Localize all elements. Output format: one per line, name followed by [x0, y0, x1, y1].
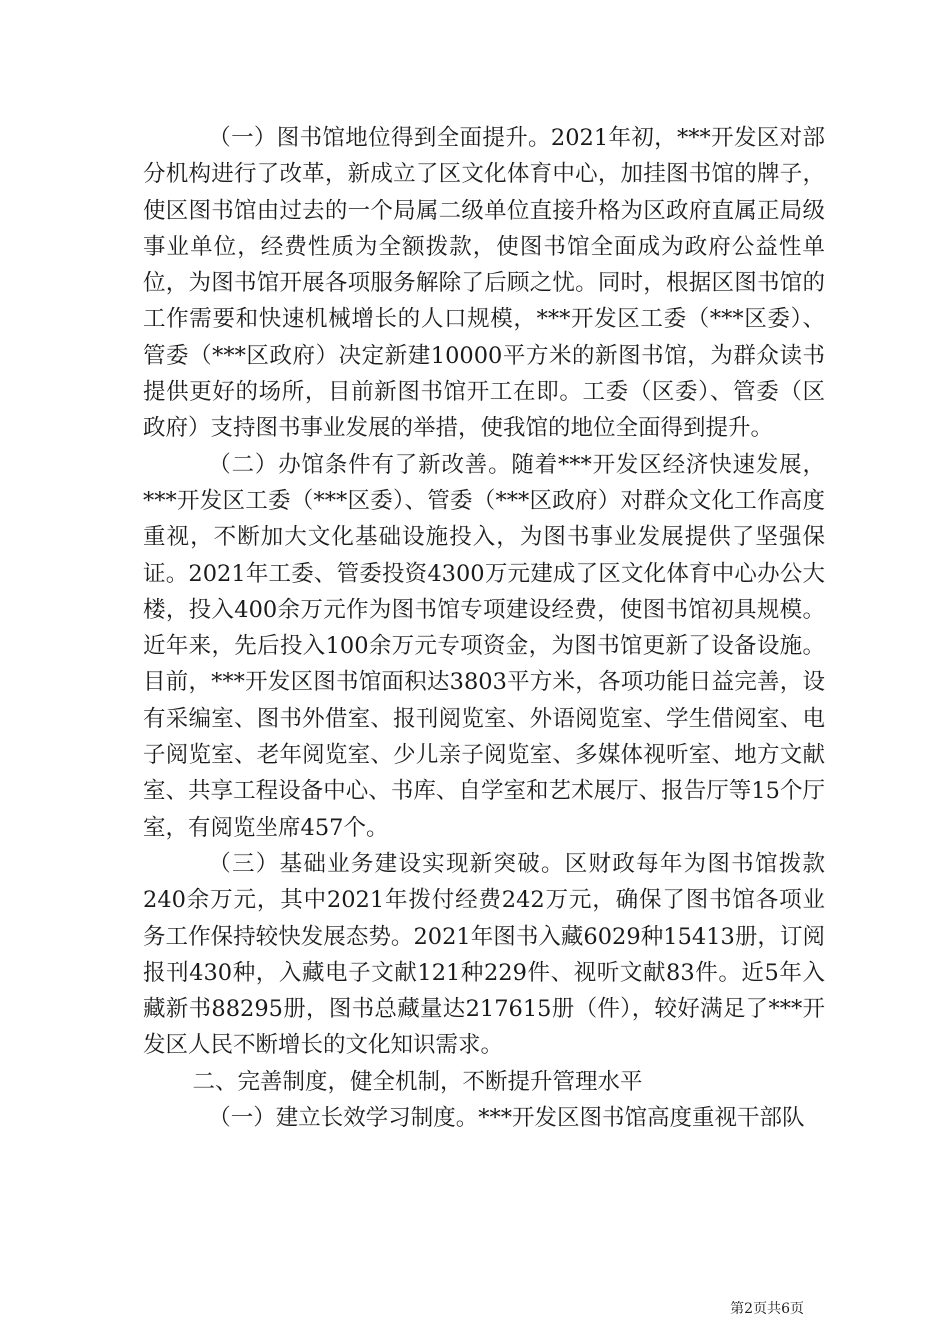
page-number-footer: 第2页共6页 — [730, 1301, 804, 1317]
section-heading: 二、完善制度，健全机制，不断提升管理水平 — [192, 1068, 643, 1095]
paragraph-library-status: （一）图书馆地位得到全面提升。2021年初，***开发区对部分机构进行了改革，新成立了区文化体育中心，加挂图书馆的牌子，使区图书馆由过去的一个局属二级单位直接升格为区政府直属正局级事业单位，经费性质为全额拨款，使图书馆全面成为政府公益性单位，为图书馆开展各项服务解除了后顾之忧。同时，根据区图书馆的工作需要和快速机械增长的人口规模，***开发区工委（***区委）、管委（***区政府）决定新建10000平方米的新图书馆，为群众读书提供更好的场所，目前新图书馆开工在即。工委（区委）、管委（区政府）支持图书事业发展的举措，使我馆的地位全面得到提升。 — [143, 125, 825, 442]
paragraph-study-system: （一）建立长效学习制度。***开发区图书馆高度重视干部队 — [208, 1105, 805, 1132]
paragraph-facility-conditions: （二）办馆条件有了新改善。随着***开发区经济快速发展，***开发区工委（***区委）、管委（***区政府）对群众文化工作高度重视，不断加大文化基础设施投入，为图书事业发展提供了坚强保证。2021年工委、管委投资4300万元建成了区文化体育中心办公大楼，投入400余万元作为图书馆专项建设经费，使图书馆初具规模。近年来，先后投入100余万元专项资金，为图书馆更新了设备设施。目前，***开发区图书馆面积达3803平方米，各项功能日益完善，设有采编室、图书外借室、报刊阅览室、外语阅览室、学生借阅室、电子阅览室、老年阅览室、少儿亲子阅览室、多媒体视听室、地方文献室、共享工程设备中心、书库、自学室和艺术展厅、报告厅等15个厅室，有阅览坐席457个。 — [143, 451, 825, 841]
paragraph-basic-operations: （三）基础业务建设实现新突破。区财政每年为图书馆拨款240余万元，其中2021年拨付经费242万元，确保了图书馆各项业务工作保持较快发展态势。2021年图书入藏6029种15413册，订阅报刊430种，入藏电子文献121种229件、视听文献83件。近5年入藏新书88295册，图书总藏量达217615册（件），较好满足了***开发区人民不断增长的文化知识需求。 — [143, 850, 825, 1059]
document-body — [143, 120, 825, 1136]
